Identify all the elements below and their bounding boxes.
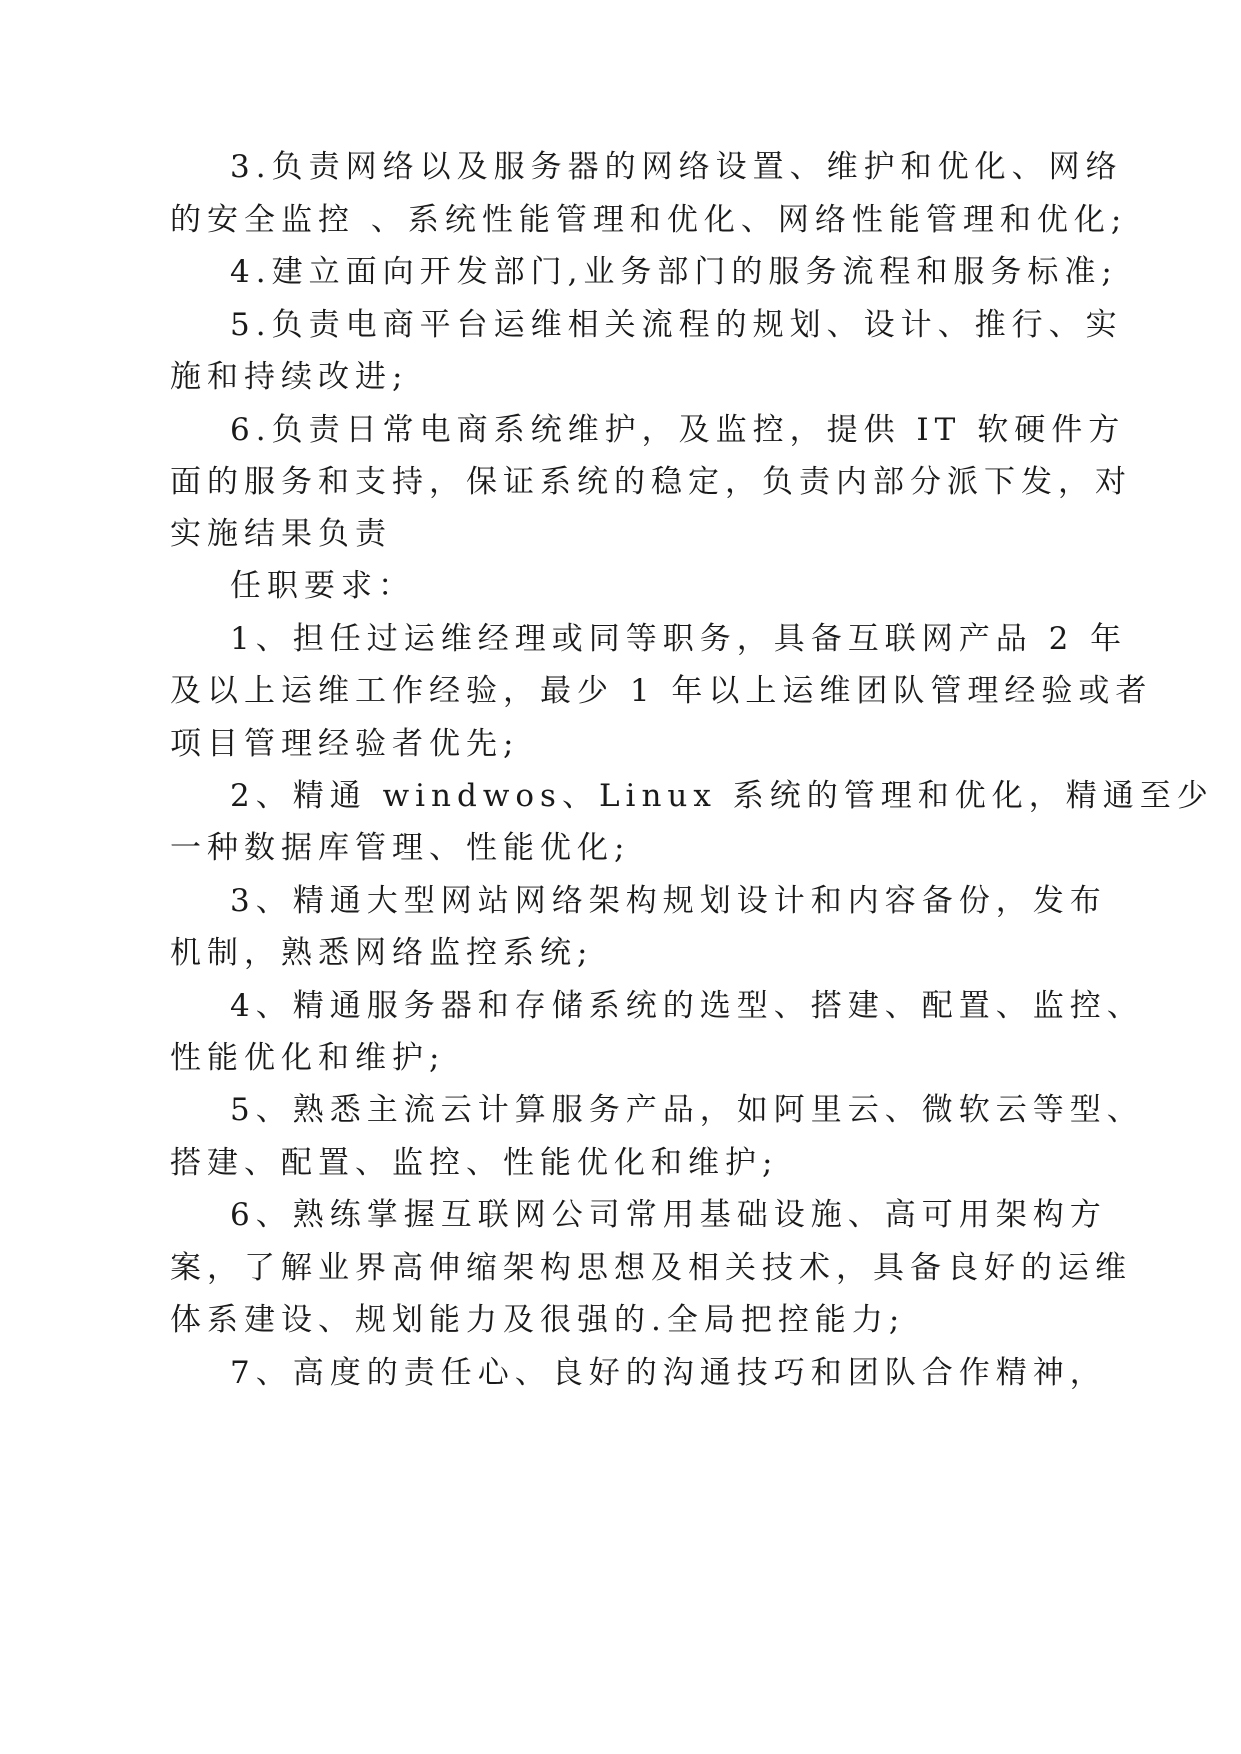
text-line: 4.建立面向开发部门,业务部门的服务流程和服务标准; [230, 254, 1118, 290]
text-line: 性能优化和维护; [170, 1040, 446, 1076]
text-line: 及以上运维工作经验，最少 1 年以上运维团队管理经验或者 [170, 673, 1153, 709]
text-line: 5、熟悉主流云计算服务产品，如阿里云、微软云等型、 [230, 1092, 1144, 1128]
text-line: 施和持续改进; [170, 359, 409, 395]
text-line: 6、熟练掌握互联网公司常用基础设施、高可用架构方 [230, 1197, 1107, 1233]
text-line: 6.负责日常电商系统维护，及监控，提供 IT 软硬件方 [230, 412, 1126, 448]
text-line: 机制，熟悉网络监控系统; [170, 935, 594, 971]
text-line: 1、担任过运维经理或同等职务，具备互联网产品 2 年 [230, 621, 1128, 657]
text-line: 的安全监控 、系统性能管理和优化、网络性能管理和优化; [170, 202, 1128, 238]
text-line: 2、精通 windwos、Linux 系统的管理和优化，精通至少 [230, 778, 1214, 814]
text-line: 搭建、配置、监控、性能优化和维护; [170, 1145, 779, 1181]
text-line: 项目管理经验者优先; [170, 726, 520, 762]
text-line: 5.负责电商平台运维相关流程的规划、设计、推行、实 [230, 307, 1123, 343]
section-heading: 任职要求： [230, 568, 415, 604]
text-line: 7、高度的责任心、良好的沟通技巧和团队合作精神， [230, 1355, 1107, 1391]
text-line: 实施结果负责 [170, 516, 392, 552]
text-line: 案，了解业界高伸缩架构思想及相关技术，具备良好的运维 [170, 1250, 1132, 1286]
text-line: 3.负责网络以及服务器的网络设置、维护和优化、网络 [230, 149, 1123, 185]
text-line: 体系建设、规划能力及很强的.全局把控能力; [170, 1302, 906, 1338]
text-line: 面的服务和支持，保证系统的稳定，负责内部分派下发，对 [170, 464, 1132, 500]
text-line: 3、精通大型网站网络架构规划设计和内容备份，发布 [230, 883, 1107, 919]
text-line: 一种数据库管理、性能优化; [170, 830, 631, 866]
text-line: 4、精通服务器和存储系统的选型、搭建、配置、监控、 [230, 988, 1144, 1024]
